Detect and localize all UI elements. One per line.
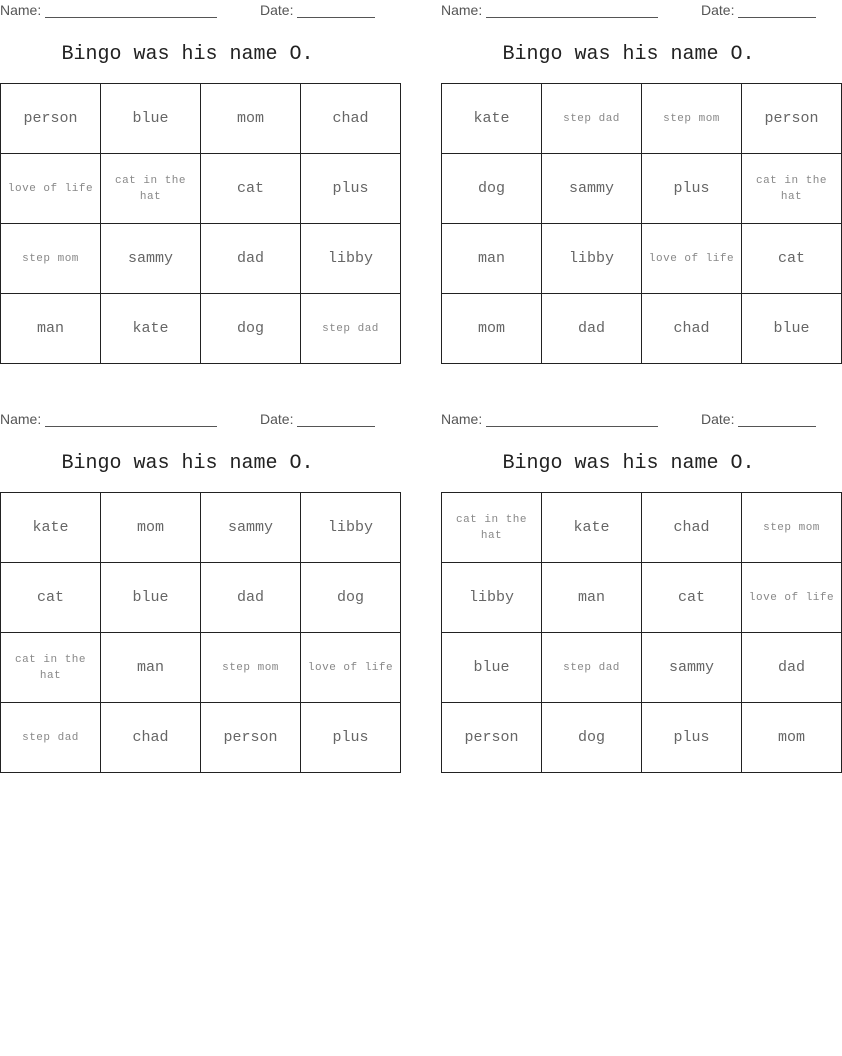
bingo-cell: libby	[301, 224, 401, 294]
bingo-cell: kate	[442, 84, 542, 154]
bingo-cell: mom	[442, 294, 542, 364]
bingo-cell: step dad	[301, 294, 401, 364]
bingo-cell: sammy	[201, 493, 301, 563]
bingo-cell: dog	[542, 703, 642, 773]
bingo-cell: man	[101, 633, 201, 703]
date-field[interactable]	[260, 411, 375, 427]
bingo-card-4	[441, 409, 835, 774]
name-label: Name:	[0, 411, 42, 427]
bingo-cell: cat in the hat	[742, 154, 842, 224]
bingo-cell: cat	[642, 563, 742, 633]
bingo-cell: cat in the hat	[442, 493, 542, 563]
bingo-cell: plus	[301, 154, 401, 224]
name-line[interactable]	[45, 17, 217, 18]
bingo-cell: cat in the hat	[101, 154, 201, 224]
bingo-cell: libby	[542, 224, 642, 294]
bingo-cell: kate	[542, 493, 642, 563]
bingo-cell: mom	[101, 493, 201, 563]
name-line[interactable]	[486, 17, 658, 18]
name-field[interactable]	[0, 411, 217, 427]
bingo-cell: cat in the hat	[1, 633, 101, 703]
bingo-cell: dad	[201, 224, 301, 294]
bingo-cell: plus	[642, 154, 742, 224]
bingo-card-3	[0, 409, 394, 774]
bingo-cell: love of life	[742, 563, 842, 633]
bingo-cell: mom	[742, 703, 842, 773]
bingo-cell: chad	[642, 493, 742, 563]
bingo-cell: step mom	[1, 224, 101, 294]
bingo-cell: dad	[542, 294, 642, 364]
date-line[interactable]	[297, 426, 375, 427]
bingo-cell: blue	[442, 633, 542, 703]
bingo-cell: person	[1, 84, 101, 154]
name-field[interactable]	[441, 411, 658, 427]
bingo-cell: dog	[301, 563, 401, 633]
bingo-cell: libby	[442, 563, 542, 633]
bingo-cell: chad	[301, 84, 401, 154]
bingo-cell: step mom	[642, 84, 742, 154]
bingo-cell: man	[542, 563, 642, 633]
bingo-card-2	[441, 0, 827, 365]
bingo-card-1	[0, 0, 379, 365]
bingo-cell: step mom	[742, 493, 842, 563]
name-field[interactable]	[0, 2, 217, 18]
date-label: Date:	[260, 411, 294, 427]
date-label: Date:	[701, 411, 735, 427]
bingo-cell: dad	[201, 563, 301, 633]
bingo-cell: step dad	[542, 633, 642, 703]
bingo-cell: step dad	[542, 84, 642, 154]
bingo-cell: dad	[742, 633, 842, 703]
bingo-cell: kate	[1, 493, 101, 563]
bingo-grid	[441, 83, 842, 364]
bingo-cell: dog	[201, 294, 301, 364]
bingo-grid	[0, 492, 401, 773]
bingo-cell: love of life	[301, 633, 401, 703]
bingo-cell: person	[442, 703, 542, 773]
name-line[interactable]	[486, 426, 658, 427]
bingo-cell: blue	[101, 563, 201, 633]
card-title: Bingo was his name O.	[61, 43, 314, 66]
bingo-cell: cat	[1, 563, 101, 633]
bingo-cell: sammy	[542, 154, 642, 224]
bingo-cell: sammy	[642, 633, 742, 703]
date-field[interactable]	[701, 2, 816, 18]
date-field[interactable]	[260, 2, 375, 18]
card-title: Bingo was his name O.	[502, 43, 755, 66]
bingo-cell: person	[742, 84, 842, 154]
bingo-cell: love of life	[642, 224, 742, 294]
bingo-grid	[441, 492, 842, 773]
bingo-cell: sammy	[101, 224, 201, 294]
date-label: Date:	[260, 2, 294, 18]
bingo-cell: step mom	[201, 633, 301, 703]
bingo-cell: person	[201, 703, 301, 773]
bingo-cell: chad	[642, 294, 742, 364]
bingo-cell: plus	[642, 703, 742, 773]
bingo-cell: love of life	[1, 154, 101, 224]
name-label: Name:	[441, 411, 483, 427]
bingo-cell: cat	[201, 154, 301, 224]
bingo-cell: kate	[101, 294, 201, 364]
bingo-cell: step dad	[1, 703, 101, 773]
name-label: Name:	[0, 2, 42, 18]
bingo-cell: man	[442, 224, 542, 294]
bingo-cell: blue	[101, 84, 201, 154]
bingo-grid	[0, 83, 401, 364]
date-line[interactable]	[738, 426, 816, 427]
name-line[interactable]	[45, 426, 217, 427]
date-line[interactable]	[738, 17, 816, 18]
name-field[interactable]	[441, 2, 658, 18]
card-title: Bingo was his name O.	[61, 452, 314, 475]
date-label: Date:	[701, 2, 735, 18]
name-label: Name:	[441, 2, 483, 18]
bingo-cell: man	[1, 294, 101, 364]
bingo-cell: chad	[101, 703, 201, 773]
card-title: Bingo was his name O.	[502, 452, 755, 475]
bingo-cell: dog	[442, 154, 542, 224]
bingo-cell: cat	[742, 224, 842, 294]
bingo-cell: mom	[201, 84, 301, 154]
date-field[interactable]	[701, 411, 816, 427]
date-line[interactable]	[297, 17, 375, 18]
bingo-cell: libby	[301, 493, 401, 563]
bingo-cell: plus	[301, 703, 401, 773]
bingo-cell: blue	[742, 294, 842, 364]
